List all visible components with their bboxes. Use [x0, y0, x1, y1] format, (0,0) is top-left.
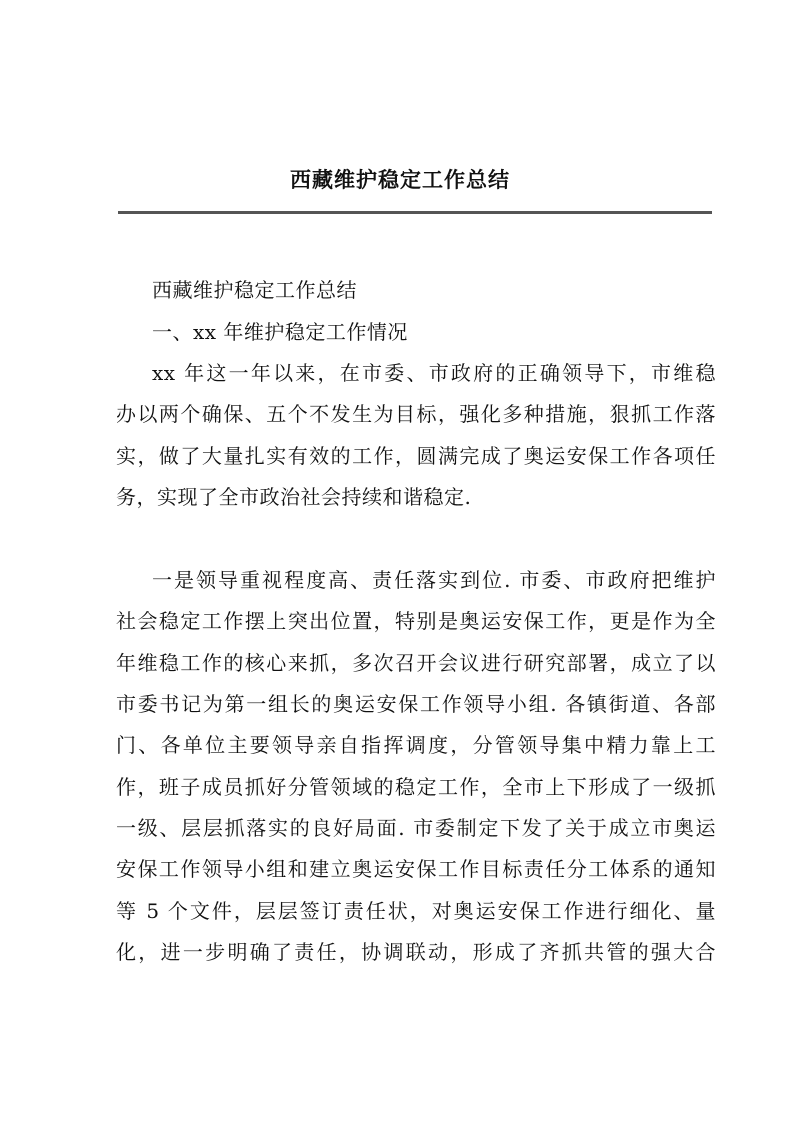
paragraph-line: 办以两个确保、五个不发生为目标，强化多种措施，狠抓工作落	[116, 402, 716, 426]
paragraph-line: 等 5 个文件，层层签订责任状，对奥运安保工作进行细化、量	[116, 899, 716, 923]
paragraph-line: 作，班子成员抓好分管领域的稳定工作，全市上下形成了一级抓	[116, 775, 716, 799]
paragraph-line: 安保工作领导小组和建立奥运安保工作目标责任分工体系的通知	[116, 857, 716, 881]
title-divider	[118, 211, 712, 214]
body-line-section-heading: 一、xx 年维护稳定工作情况	[152, 320, 408, 344]
paragraph-line: xx 年这一年以来，在市委、市政府的正确领导下，市维稳	[152, 361, 716, 385]
paragraph-line: 门、各单位主要领导亲自指挥调度，分管领导集中精力靠上工	[116, 733, 716, 757]
paragraph-line: 年维稳工作的核心来抓，多次召开会议进行研究部署，成立了以	[116, 651, 716, 675]
paragraph-line: 市委书记为第一组长的奥运安保工作领导小组. 各镇街道、各部	[116, 692, 716, 716]
paragraph-line: 社会稳定工作摆上突出位置，特别是奥运安保工作，更是作为全	[116, 609, 716, 633]
paragraph-line: 务，实现了全市政治社会持续和谐稳定.	[116, 485, 472, 509]
paragraph-line: 实，做了大量扎实有效的工作，圆满完成了奥运安保工作各项任	[116, 444, 716, 468]
paragraph-line: 一是领导重视程度高、责任落实到位. 市委、市政府把维护	[152, 568, 716, 592]
body-line-subtitle: 西藏维护稳定工作总结	[152, 278, 357, 302]
paragraph-line: 一级、层层抓落实的良好局面. 市委制定下发了关于成立市奥运	[116, 816, 716, 840]
paragraph-line: 化，进一步明确了责任，协调联动，形成了齐抓共管的强大合	[116, 940, 716, 964]
page-title: 西藏维护稳定工作总结	[290, 167, 510, 192]
